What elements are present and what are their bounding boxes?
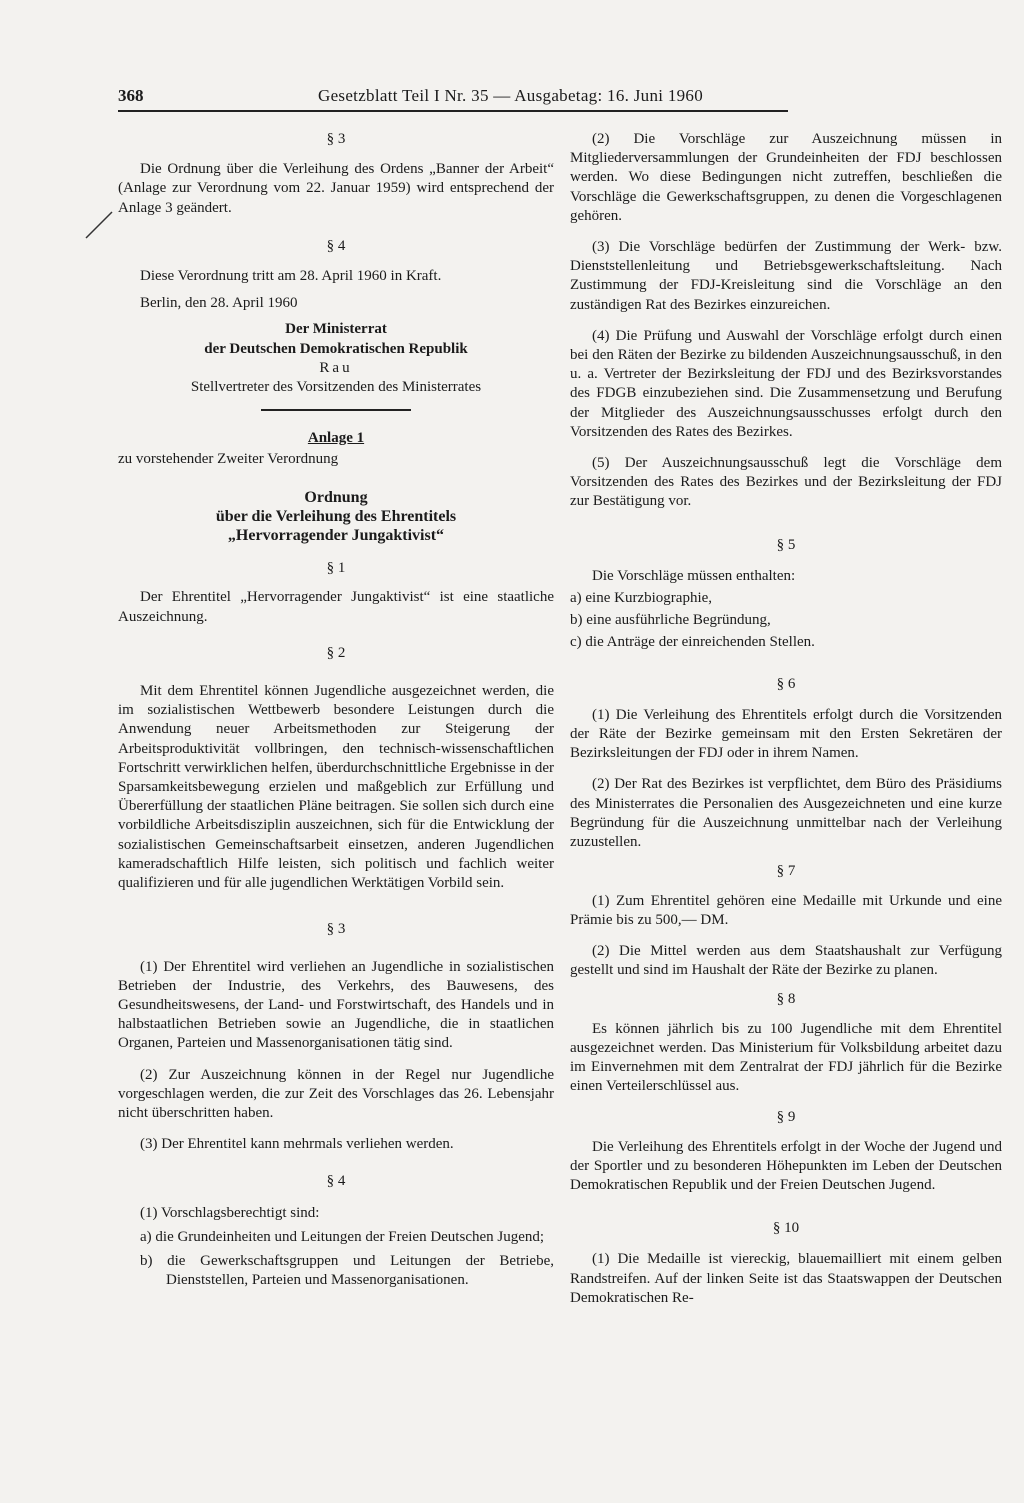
paragraph: (1) Zum Ehrentitel gehören eine Medaille mit Urkunde und eine Prämie bis zu 500,— DM. xyxy=(570,892,1002,928)
paragraph: Mit dem Ehrentitel können Jugendliche ausgezeichnet werden, die im sozialistischen Wettbewerb besondere Leistungen durch die Anwendung neuer Arbeitsmethoden zur Steigerung der Arbeitsproduktivität vollbringen, den technisch-wissenschaftlichen Fortschritt verwirklichen helfen, überdurchschnittliche Ergebnisse in der Sparsamkeitsbewegung erzielen und maßgeblich zur Erfüllung und Übererfüllung der staatlichen Pläne beitragen. Sie sollen sich durch eine vorbildliche Arbeitsdisziplin auszeichnen, sich für die Entwicklung der sozialistischen Gemeinschaftsarbeit einsetzen, anderen Jugendlichen kameradschaftlich Hilfe leisten, sich politisch und fachlich weiter qualifizieren und für alle jugendlichen Werktätigen Vorbild sein. xyxy=(118,683,554,892)
divider xyxy=(261,409,411,411)
annex-subtitle: zu vorstehender Zweiter Verordnung xyxy=(118,451,339,468)
section-heading: § 1 xyxy=(326,560,346,577)
paragraph: (2) Die Vorschläge zur Auszeichnung müssen in Mitgliederversammlungen der Grundeinheiten der FDJ beschlossen werden. Wo diese Bedingungen nicht zutreffen, beschließen die Vorschläge die Gewerkschaftsgruppen, zu denen die Vorgeschlagenen gehören. xyxy=(570,131,1002,224)
section-heading: § 7 xyxy=(776,863,796,880)
list-item: b) die Gewerkschaftsgruppen und Leitungen der Betriebe, Dienststellen, Parteien und Massenorganisationen. xyxy=(140,1252,554,1289)
paragraph: Diese Verordnung tritt am 28. April 1960 in Kraft. xyxy=(140,268,442,285)
section-heading: § 3 xyxy=(326,921,346,938)
paragraph: Die Vorschläge müssen enthalten: xyxy=(592,567,796,584)
place-date: Berlin, den 28. April 1960 xyxy=(140,295,298,312)
running-head: Gesetzblatt Teil I Nr. 35 — Ausgabetag: 16. Juni 1960 xyxy=(318,86,704,105)
section-heading: § 9 xyxy=(776,1109,796,1126)
section-heading: § 2 xyxy=(326,644,346,661)
section-heading: § 6 xyxy=(776,675,796,692)
paragraph: (2) Zur Auszeichnung können in der Regel nur Jugendliche vorgeschlagen werden, die zur Zeit des Vorschlages das 26. Lebensjahr nicht überschritten haben. xyxy=(118,1066,554,1121)
annex-title: Anlage 1 xyxy=(307,430,365,447)
paragraph: Es können jährlich bis zu 100 Jugendliche mit dem Ehrentitel ausgezeichnet werden. Das Ministerium für Volksbildung arbeitet dazu im Einvernehmen mit dem Zentralrat der FDJ jährlich für die Bezirke einen Verteilerschlüssel aus. xyxy=(570,1020,1002,1095)
signature-body: Der Ministerrat xyxy=(285,321,387,338)
list-item: a) eine Kurzbiographie, xyxy=(570,590,713,607)
list-item: a) die Grundeinheiten und Leitungen der Freien Deutschen Jugend; xyxy=(140,1228,545,1245)
pencil-mark-icon xyxy=(84,210,114,240)
section-heading: § 3 xyxy=(326,131,346,147)
paragraph: Die Ordnung über die Verleihung des Ordens „Banner der Arbeit“ (Anlage zur Verordnung vom 22. Januar 1959) wird entsprechend der Anlage 3 geändert. xyxy=(118,161,554,216)
section-heading: § 10 xyxy=(772,1220,800,1237)
left-column xyxy=(118,130,554,1290)
signature-body: der Deutschen Demokratischen Republik xyxy=(204,340,468,357)
list-item: c) die Anträge der einreichenden Stellen. xyxy=(570,634,815,651)
paragraph: (2) Der Rat des Bezirkes ist verpflichtet, dem Büro des Präsidiums des Ministerrates die Personalien des Ausgezeichneten und eine kurze Begründung für die Auszeichnung unmittelbar nach der Verleihung zuzustellen. xyxy=(570,776,1002,851)
paragraph: Der Ehrentitel „Hervorragender Jungaktivist“ ist eine staatliche Auszeichnung. xyxy=(118,589,554,625)
section-heading: § 4 xyxy=(326,1173,346,1190)
section-heading: § 5 xyxy=(776,536,796,553)
paragraph: Die Verleihung des Ehrentitels erfolgt in der Woche der Jugend und der Sportler und zu besonderen Höhepunkten im Leben der Deutschen Demokratischen Republik und der Freien Deutschen Jugend. xyxy=(570,1138,1002,1193)
signature-title: Stellvertreter des Vorsitzenden des Ministerrates xyxy=(190,379,482,396)
signature-name: Rau xyxy=(319,359,353,376)
paragraph: (4) Die Prüfung und Auswahl der Vorschläge erfolgt durch einen bei den Räten der Bezirke zu bildenden Auszeichnungsausschuß, in den u. a. Vertreter der Bezirksleitung der FDJ und des Bezirksvorstandes des FDGB einzubeziehen sind. Die Zusammensetzung und Berufung der Mitglieder des Auszeichnungsausschusses erfolgt durch den Vorsitzenden des Rates des Bezirkes. xyxy=(570,327,1002,440)
page-number: 368 xyxy=(118,86,144,105)
paragraph: (2) Die Mittel werden aus dem Staatshaushalt zur Verfügung gestellt und sind im Haushalt der Räte der Bezirke zu planen. xyxy=(570,942,1002,979)
paragraph: (1) Der Ehrentitel wird verliehen an Jugendliche in sozialistischen Betrieben der Industrie, des Verkehrs, des Bauwesens, des Gesundheitswesens, der Land- und Forstwirtschaft, des Handels und in halbstaatlichen Betrieben sowie an Jugendliche, die in staatlichen Organen, Parteien und Massenorganisationen tätig sind. xyxy=(118,958,554,1052)
paragraph: (3) Der Ehrentitel kann mehrmals verliehen werden. xyxy=(140,1136,454,1153)
list-item: b) eine ausführliche Begründung, xyxy=(570,612,771,629)
section-heading: § 4 xyxy=(326,237,346,254)
paragraph: (5) Der Auszeichnungsausschuß legt die Vorschläge dem Vorsitzenden des Rates des Bezirkes und der Bezirksleitung der FDJ zur Bestätigung vor. xyxy=(570,455,1002,510)
ordinance-title: Ordnung xyxy=(304,488,368,506)
ordinance-title: über die Verleihung des Ehrentitels xyxy=(215,507,457,525)
section-heading: § 8 xyxy=(776,991,796,1008)
ordinance-title: „Hervorragender Jungaktivist“ xyxy=(227,527,445,545)
paragraph: (1) Die Medaille ist viereckig, blauemailliert mit einem gelben Randstreifen. Auf der linken Seite ist das Staatswappen der Deutschen Demokratischen Re- xyxy=(570,1251,1002,1306)
page-header xyxy=(118,86,788,112)
paragraph: (3) Die Vorschläge bedürfen der Zustimmung der Werk- bzw. Dienststellenleitung und Betriebsgewerkschaftsleitung. Nach Zustimmung der FDJ-Kreisleitung sind die Vorschläge an den zuständigen Rat des Bezirkes einzureichen. xyxy=(570,239,1002,313)
right-column xyxy=(570,130,1002,1308)
paragraph: (1) Vorschlagsberechtigt sind: xyxy=(140,1204,320,1221)
paragraph: (1) Die Verleihung des Ehrentitels erfolgt durch die Vorsitzenden der Räte der Bezirke gemeinsam mit den Ersten Sekretären der Bezirksleitungen der FDJ oder in ihrem Namen. xyxy=(570,706,1002,762)
